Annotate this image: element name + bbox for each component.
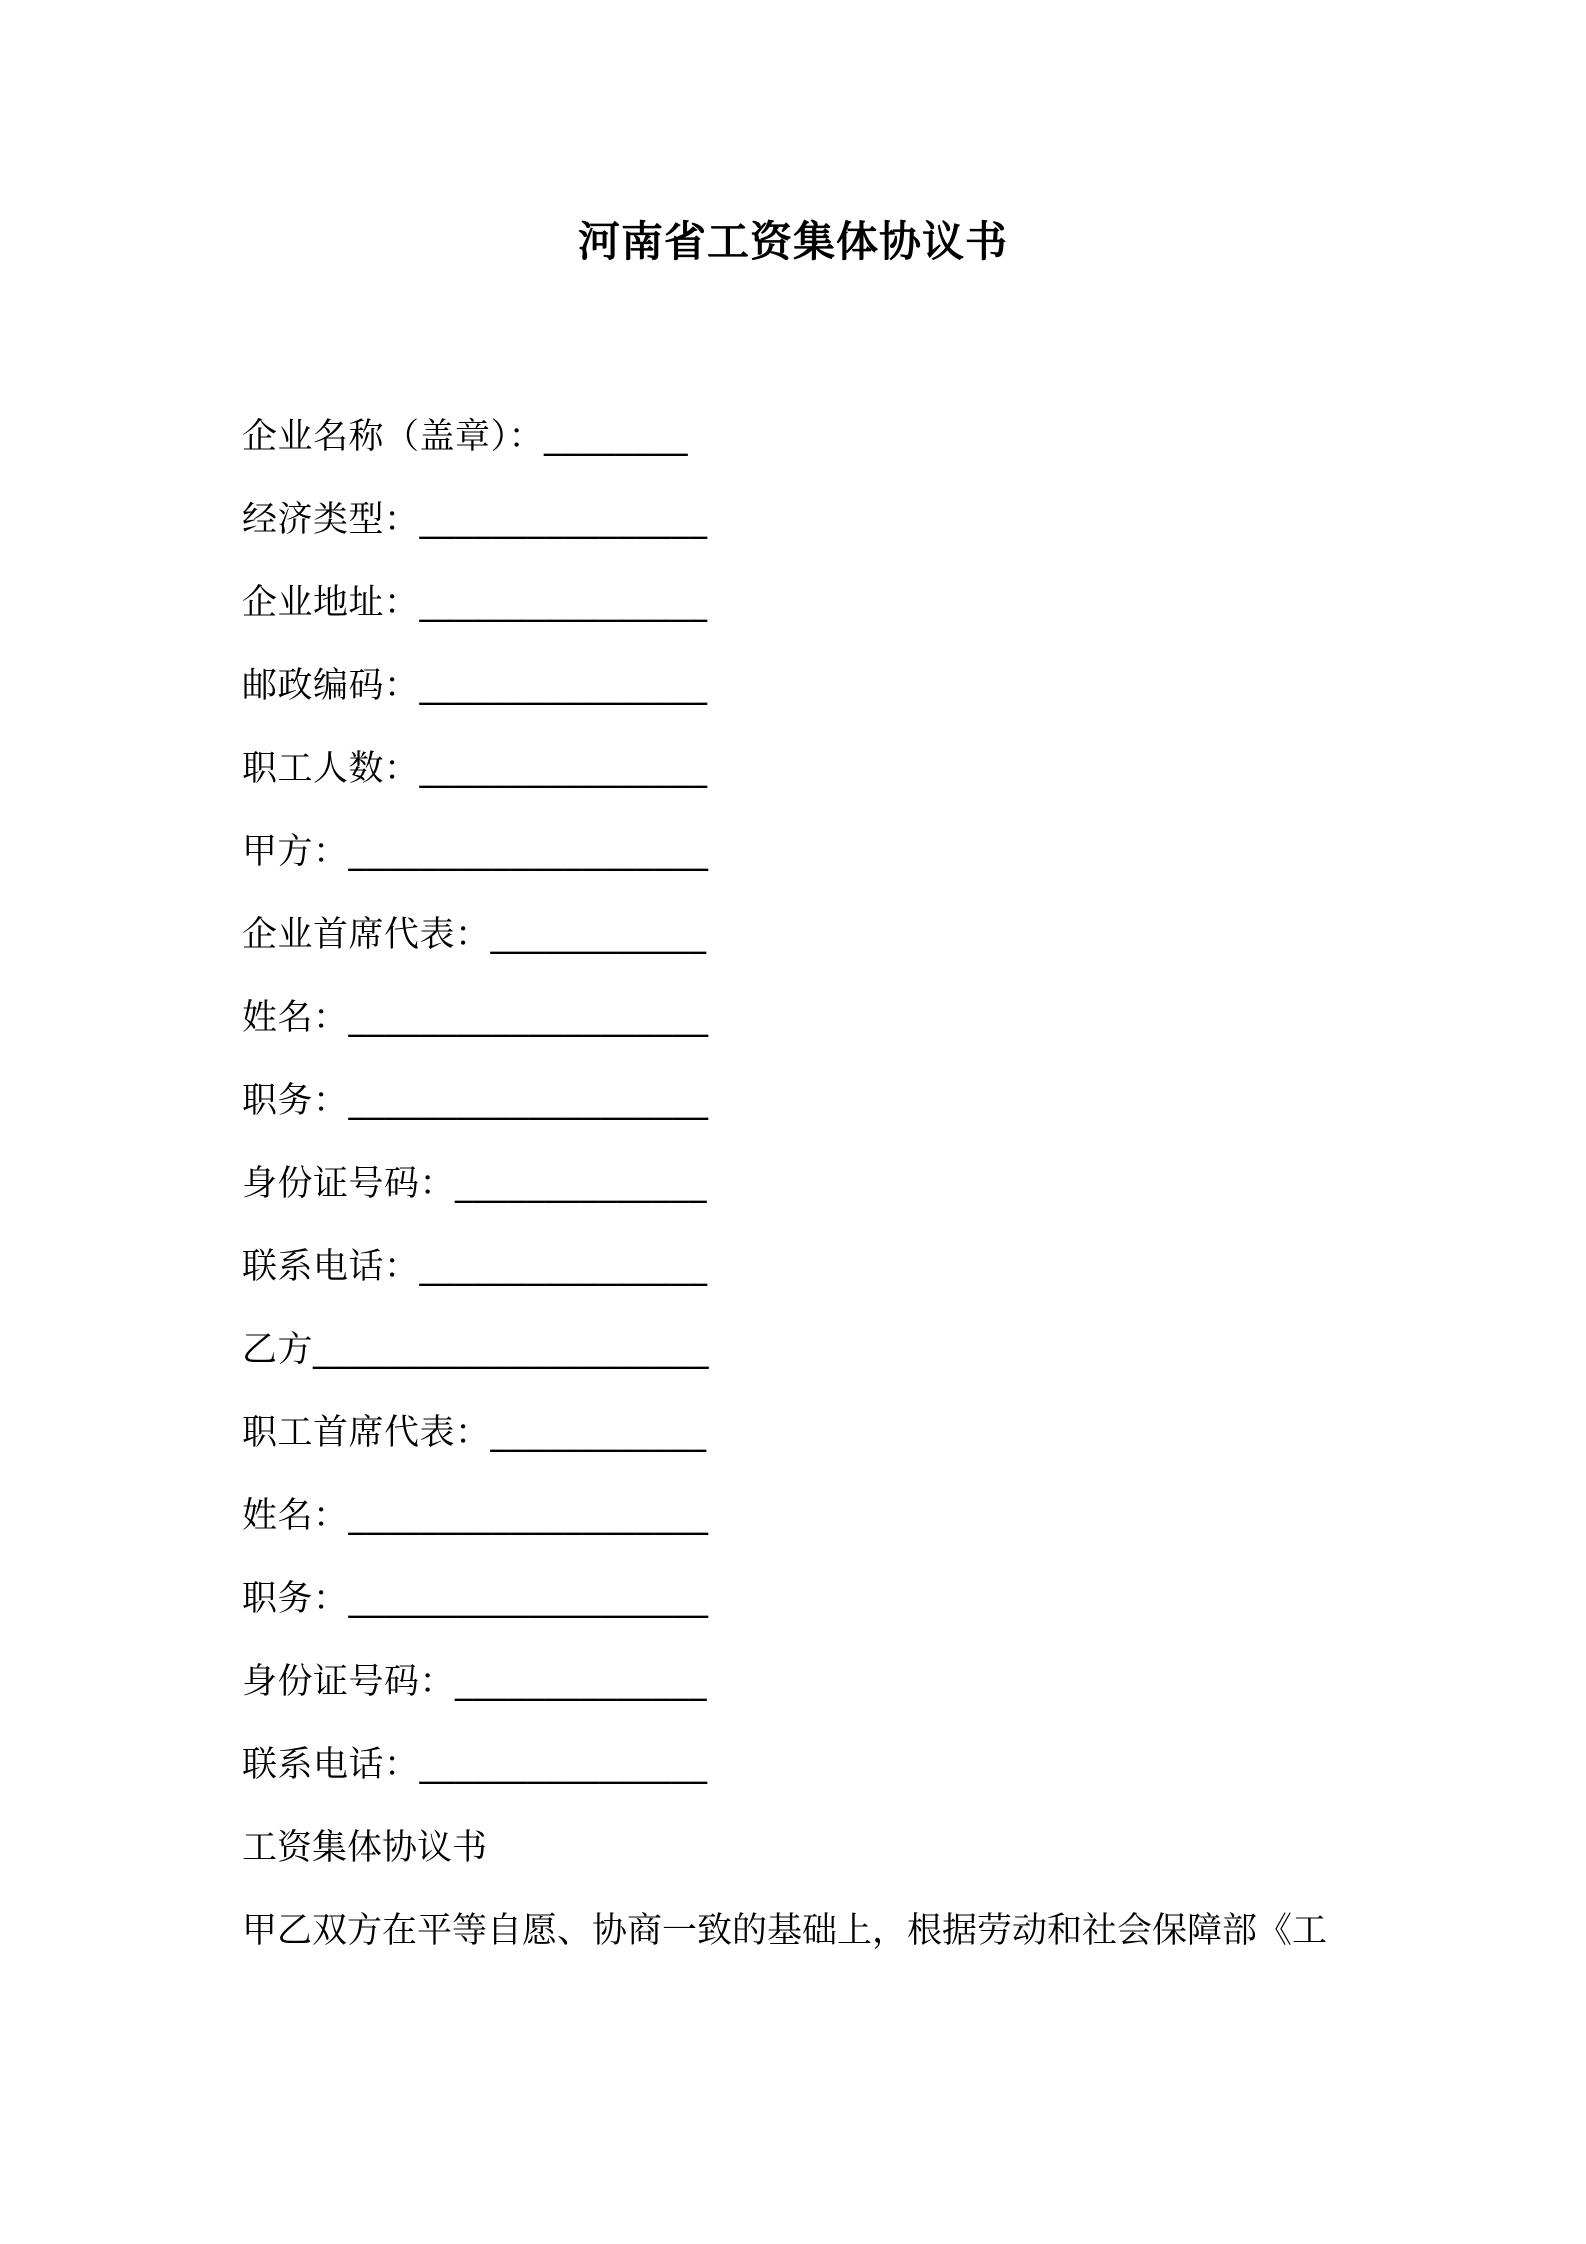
field-employee-count: 职工人数：________________: [242, 749, 708, 789]
body-paragraph: 甲乙双方在平等自愿、协商一致的基础上，根据劳动和社会保障部《工: [242, 1911, 1328, 1951]
field-employee-chief-representative: 职工首席代表：____________: [242, 1413, 707, 1453]
field-party-b-name: 姓名：____________________: [242, 1496, 709, 1536]
field-party-a-position: 职务：____________________: [242, 1081, 709, 1121]
field-party-a: 甲方：____________________: [242, 832, 709, 872]
field-party-a-name: 姓名：____________________: [242, 998, 709, 1038]
field-company-name: 企业名称（盖章）：________: [242, 417, 689, 457]
field-company-address: 企业地址：________________: [242, 583, 708, 623]
field-party-b-phone: 联系电话：________________: [242, 1745, 708, 1785]
field-company-chief-representative: 企业首席代表：____________: [242, 915, 707, 955]
field-party-b-position: 职务：____________________: [242, 1579, 709, 1619]
section-heading: 工资集体协议书: [242, 1828, 488, 1868]
field-party-b-id-number: 身份证号码：______________: [242, 1662, 708, 1702]
document-title: 河南省工资集体协议书: [577, 217, 1008, 266]
field-economic-type: 经济类型：________________: [242, 500, 708, 540]
field-party-b: 乙方______________________: [242, 1330, 710, 1370]
field-party-a-id-number: 身份证号码：______________: [242, 1164, 708, 1204]
field-postal-code: 邮政编码：________________: [242, 666, 708, 706]
field-party-a-phone: 联系电话：________________: [242, 1247, 708, 1287]
